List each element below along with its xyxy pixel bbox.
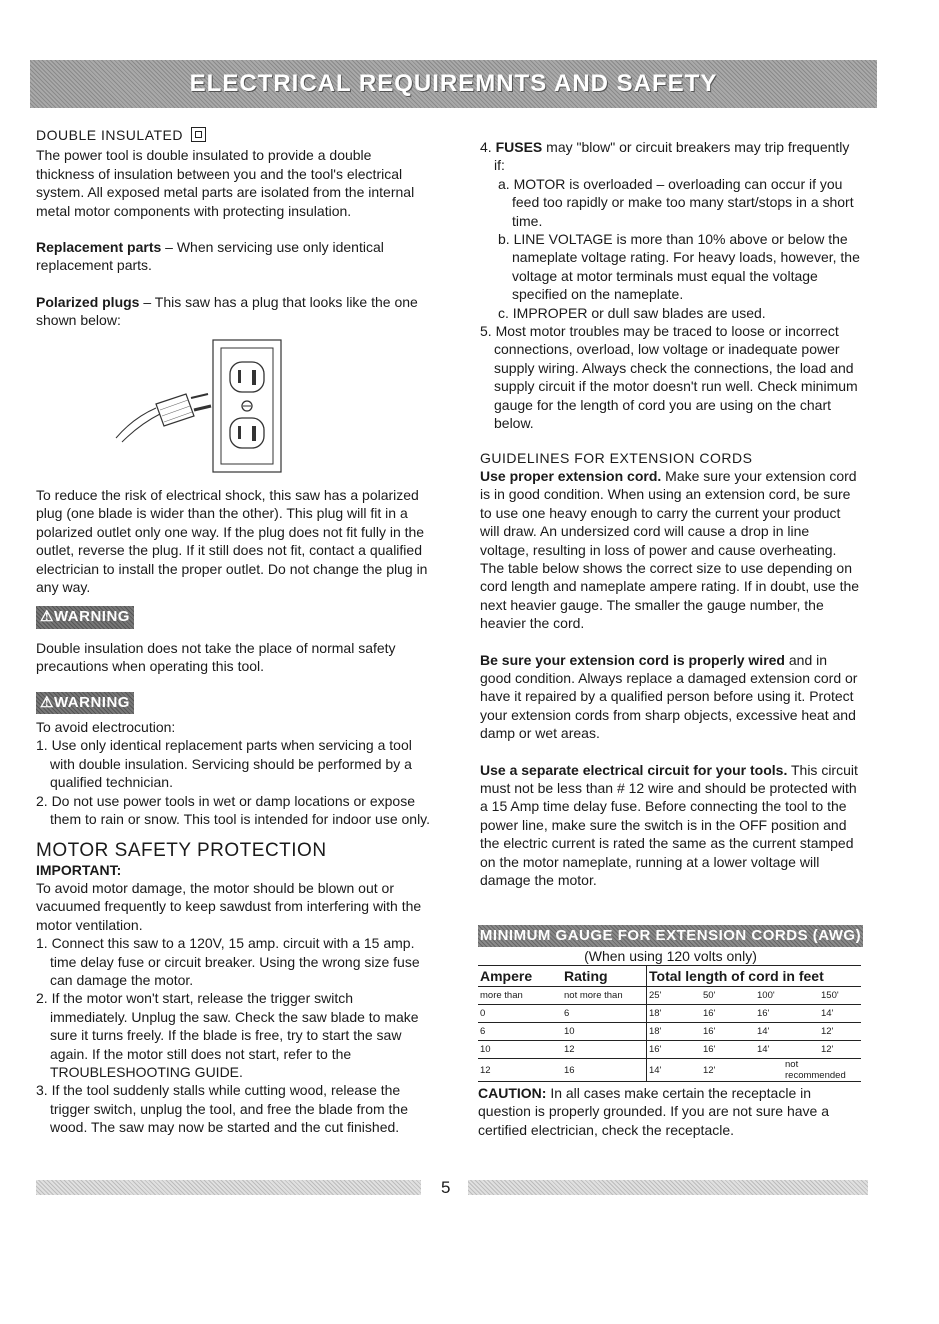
column-header: Total length of cord in feet	[647, 966, 862, 987]
warning-2-item: 1. Use only identical replacement parts when servicing a tool with double insulation. Servicing should be performed by a qualified technician.	[36, 737, 412, 791]
warning-1-text: Double insulation does not take the place of normal safety precautions when operating this tool.	[36, 639, 396, 675]
motor-item: 1. Connect this saw to a 120V, 15 amp. circuit with a 15 amp. time delay fuse or circuit breaker. Using the wrong size fuse can damage the motor.	[36, 935, 420, 988]
table-row: 0 6 18' 16' 16' 14'	[478, 1005, 861, 1023]
caution-paragraph: CAUTION: In all cases make certain the receptacle in question is properly grounded. If you are not sure have a certified electrician, check the receptacle.	[478, 1085, 829, 1138]
polarized-plug-illustration	[108, 338, 288, 478]
footer-rule-right	[468, 1180, 868, 1195]
footer-rule-left	[36, 1180, 421, 1195]
double-insulated-heading: DOUBLE INSULATED	[36, 126, 431, 144]
gauge-table-title: MINIMUM GAUGE FOR EXTENSION CORDS (AWG)	[478, 925, 863, 947]
warning-2-item: 2. Do not use power tools in wet or damp locations or expose them to rain or snow. This tool is intended for indoor use only.	[36, 792, 431, 828]
lower-receptacle	[230, 418, 264, 448]
double-insulated-icon	[191, 127, 206, 142]
table-row: 6 10 18' 16' 14' 12'	[478, 1023, 861, 1041]
page-number: 5	[441, 1178, 451, 1197]
guidelines-heading: GUIDELINES FOR EXTENSION CORDS	[480, 449, 753, 466]
fuse-cause-item: b. LINE VOLTAGE is more than 10% above or below the nameplate voltage rating. For heavy loads, however, the voltage at motor terminals must equal the voltage specified on the nameplate.	[498, 231, 860, 303]
separate-circuit-paragraph: Use a separate electrical circuit for your tools. This circuit must not be less than # 12 wire and should be protected with a 15 Amp time delay fuse. Before connecting the tool to the power line, make sure the switch is in the OFF position and the electric current is rated the same as the current stamped on the motor nameplate, running at a lower voltage will damage the motor.	[480, 761, 858, 889]
motor-item: 3. If the tool suddenly stalls while cutting wood, release the trigger switch, unplug the tool, and free the blade from the wood. The saw may now be started and the cut finished.	[36, 1082, 408, 1136]
important-label: IMPORTANT:	[36, 861, 122, 878]
header-banner	[30, 60, 877, 108]
polarized-explanation: To reduce the risk of electrical shock, this saw has a polarized plug (one blade is wider than the other). This plug will fit in a polarized outlet only one way. If the plug does not fit fully in the outlet, reverse the plug. If it still does not fit, contact a qualified electrician to install the proper outlet. Do not change the plug in any way.	[36, 487, 428, 596]
polarized-paragraph: Polarized plugs – This saw has a plug that looks like the one shown below:	[36, 293, 418, 329]
properly-wired-paragraph: Be sure your extension cord is properly wired and in good condition. Always replace a damaged extension cord or have it repaired by a qualified person before using it. Protect your extension cords from sharp objects, excessive heat and damp or wet areas.	[480, 651, 858, 742]
table-header-row	[478, 966, 861, 987]
column-header: Rating	[562, 966, 647, 987]
gauge-table-subtitle: (When using 120 volts only)	[584, 948, 757, 964]
motor-intro: To avoid motor damage, the motor should be blown out or vacuumed frequently to keep sawdust from interfering with the motor ventilation.	[36, 879, 422, 933]
motor-safety-heading: MOTOR SAFETY PROTECTION	[36, 839, 327, 861]
right-column	[480, 138, 860, 889]
upper-receptacle	[230, 362, 264, 392]
table-row: more than not more than 25' 50' 100' 150'	[478, 987, 861, 1005]
use-proper-cord-paragraph: Use proper extension cord. Make sure your extension cord is in good condition. When using an extension cord, be sure to use one heavy enough to carry the current your product will draw. An undersized cord will cause a drop in line voltage, resulting in loss of power and cause overheating. The table below shows the correct size to use depending on cord length and nameplate ampere rating. If in doubt, use the next heavier gauge. The smaller the gauge number, the heavier the cord.	[480, 467, 860, 632]
fuses-paragraph: 4. FUSES may "blow" or circuit breakers may trip frequently if:	[480, 139, 850, 174]
gauge-table-section	[478, 925, 863, 1139]
plug-cord	[116, 408, 156, 438]
fuse-cause-item: c. IMPROPER or dull saw blades are used.	[498, 304, 766, 321]
column-header: Ampere	[478, 966, 562, 987]
warning-badge-1: ⚠WARNING	[36, 606, 134, 628]
page-title: ELECTRICAL REQUIREMNTS AND SAFETY	[189, 70, 718, 97]
motor-item: 2. If the motor won't start, release the trigger switch immediately. Unplug the saw. Check the saw blade to make sure it turns freely. If the blade is free, try to start the saw again. If the motor still does not start, refer to the TROUBLESHOOTING GUIDE.	[36, 990, 419, 1080]
table-row: 10 12 16' 16' 14' 12'	[478, 1041, 861, 1059]
fuse-cause-item: a. MOTOR is overloaded – overloading can occur if you feed too rapidly or make too many start/stops in a short time.	[498, 175, 854, 229]
warning-2-intro: To avoid electrocution:	[36, 719, 176, 736]
warning-badge-2: ⚠WARNING	[36, 692, 134, 714]
left-column-lower	[36, 486, 431, 1137]
left-column	[36, 126, 431, 330]
replacement-paragraph: Replacement parts – When servicing use only identical replacement parts.	[36, 239, 384, 274]
motor-troubles-item: 5. Most motor troubles may be traced to loose or incorrect connections, overload, low voltage or inadequate power supply wiring. Always check the connections, the load and supply circuit if the motor doesn't run well. Check minimum gauge for the length of cord you are using on the chart below.	[480, 323, 858, 432]
plug-prong	[191, 394, 208, 398]
gauge-table	[478, 965, 861, 1082]
plug-body	[156, 394, 194, 426]
table-row: 12 16 14' 12' not recommended	[478, 1059, 861, 1082]
double-insulated-text: The power tool is double insulated to provide a double thickness of insulation between you and the tool's electrical system. All exposed metal parts are isolated from the internal metal motor components with protecting insulation.	[36, 147, 415, 219]
